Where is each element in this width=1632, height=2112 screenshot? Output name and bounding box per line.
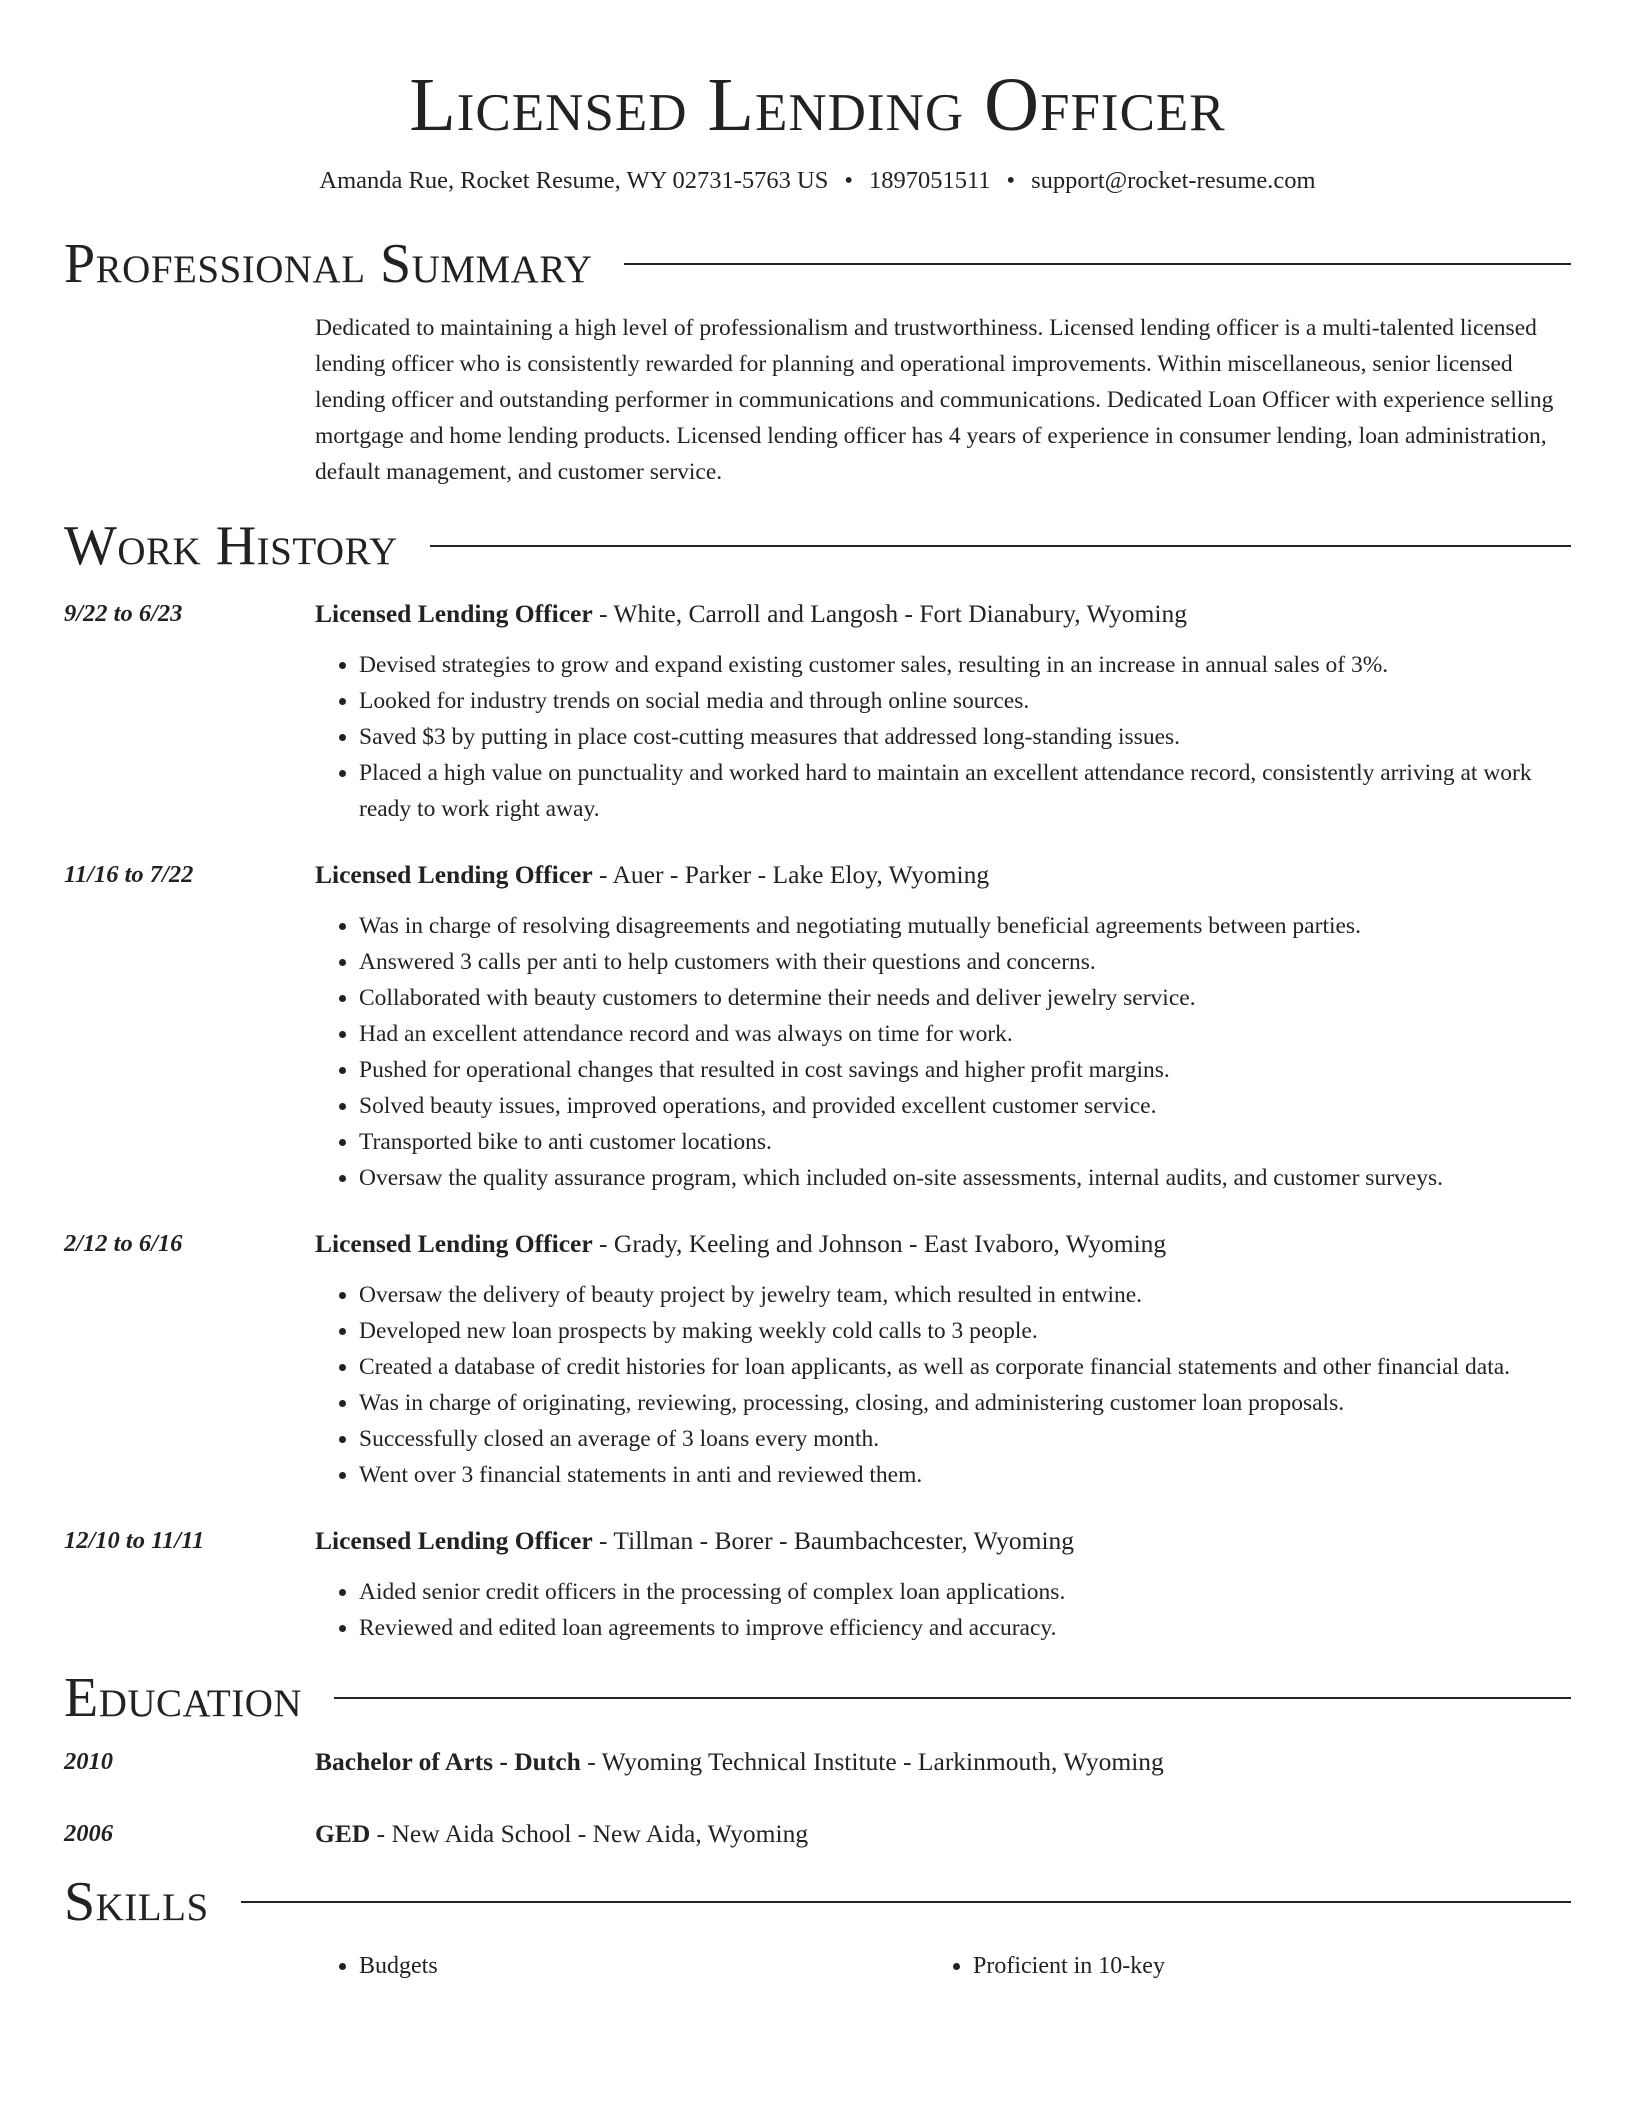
contact-separator: • <box>844 167 853 194</box>
job-employer-location: - Auer - Parker - Lake Eloy, Wyoming <box>592 860 990 889</box>
job-bullet: • Went over 3 financial statements in anti and reviewed them. <box>359 1457 1571 1493</box>
education-degree: Bachelor of Arts - Dutch <box>315 1747 581 1776</box>
section-divider <box>624 263 1571 265</box>
skills-column-left <box>315 1948 929 1984</box>
contact-line <box>64 166 1571 196</box>
job-bullet: • Pushed for operational changes that resulted in cost savings and higher profit margins. <box>359 1052 1571 1088</box>
job-heading <box>315 857 1571 893</box>
education-line <box>315 1744 1571 1780</box>
resume-title: Licensed Lending Officer <box>409 63 1226 147</box>
work-history-list <box>64 596 1571 1646</box>
section-divider <box>334 1697 1571 1699</box>
section-title-work: Work History <box>64 515 398 577</box>
education-year: 2010 <box>64 1748 113 1775</box>
job-dates: 12/10 to 11/11 <box>64 1527 205 1554</box>
job-bullet: • Placed a high value on punctuality and worked hard to maintain an excellent attendance record, consistently arriving at work ready to work right away. <box>359 755 1571 827</box>
job-bullet: • Solved beauty issues, improved operations, and provided excellent customer service. <box>359 1088 1571 1124</box>
education-year: 2006 <box>64 1820 113 1847</box>
section-header-education <box>64 1666 1571 1730</box>
job-title: Licensed Lending Officer <box>315 599 593 628</box>
summary-text: Dedicated to maintaining a high level of professionalism and trustworthiness. Licensed lending officer is a multi-talented licensed lending officer who is consistently rewarded for planning and operational improvements. Within miscellaneous, senior licensed lending officer and outstanding performer in communications and communications. Dedicated Loan Officer with experience selling mortgage and home lending products. Licensed lending officer has 4 years of experience in consumer lending, loan administration, default management, and customer service. <box>315 315 1554 485</box>
job-bullet: • Looked for industry trends on social media and through online sources. <box>359 683 1571 719</box>
section-title-education: Education <box>64 1667 303 1729</box>
job-body <box>315 1523 1571 1646</box>
job-bullet: • Collaborated with beauty customers to determine their needs and deliver jewelry service. <box>359 980 1571 1016</box>
job-heading <box>315 1226 1571 1262</box>
education-degree: GED <box>315 1819 371 1848</box>
job-bullet: • Aided senior credit officers in the processing of complex loan applications. <box>359 1574 1571 1610</box>
skills-list <box>315 1948 1571 1984</box>
job-bullet: • Created a database of credit histories for loan applicants, as well as corporate financial statements and other financial data. <box>359 1349 1571 1385</box>
job-bullet: • Had an excellent attendance record and was always on time for work. <box>359 1016 1571 1052</box>
education-details: - Wyoming Technical Institute - Larkinmouth, Wyoming <box>580 1747 1164 1776</box>
job-bullet: • Developed new loan prospects by making weekly cold calls to 3 people. <box>359 1313 1571 1349</box>
job-bullets <box>315 1277 1571 1493</box>
resume-page <box>64 0 1571 1984</box>
contact-address: Amanda Rue, Rocket Resume, WY 02731-5763 US <box>319 167 829 194</box>
job-bullets <box>315 1574 1571 1646</box>
job-employer-location: - Grady, Keeling and Johnson - East Ivaboro, Wyoming <box>592 1229 1167 1258</box>
job-bullet: • Oversaw the quality assurance program, which included on-site assessments, internal audits, and customer surveys. <box>359 1160 1571 1196</box>
section-divider <box>430 545 1571 547</box>
job-heading <box>315 596 1571 632</box>
section-header-skills <box>64 1870 1571 1934</box>
contact-phone: 1897051511 <box>868 167 991 194</box>
job-bullet: • Answered 3 calls per anti to help customers with their questions and concerns. <box>359 944 1571 980</box>
education-entry <box>64 1744 1571 1780</box>
section-title-skills: Skills <box>64 1871 209 1933</box>
job-body <box>315 596 1571 827</box>
job-bullets <box>315 647 1571 827</box>
job-bullet: • Saved $3 by putting in place cost-cutting measures that addressed long-standing issues. <box>359 719 1571 755</box>
job-title: Licensed Lending Officer <box>315 1526 593 1555</box>
job-employer-location: - White, Carroll and Langosh - Fort Dianabury, Wyoming <box>592 599 1187 628</box>
job-bullet: • Oversaw the delivery of beauty project by jewelry team, which resulted in entwine. <box>359 1277 1571 1313</box>
job-dates: 2/12 to 6/16 <box>64 1230 183 1257</box>
job-bullet: • Was in charge of resolving disagreements and negotiating mutually beneficial agreements between parties. <box>359 908 1571 944</box>
job-employer-location: - Tillman - Borer - Baumbachcester, Wyoming <box>592 1526 1075 1555</box>
job-bullet: • Successfully closed an average of 3 loans every month. <box>359 1421 1571 1457</box>
skill-item: • Budgets <box>359 1948 929 1984</box>
job-dates: 9/22 to 6/23 <box>64 600 183 627</box>
education-entry <box>64 1816 1571 1852</box>
job-body <box>315 857 1571 1196</box>
section-divider <box>241 1901 1571 1903</box>
job-bullet: • Reviewed and edited loan agreements to improve efficiency and accuracy. <box>359 1610 1571 1646</box>
section-header-summary <box>64 232 1571 296</box>
job-entry <box>64 596 1571 827</box>
job-entry <box>64 857 1571 1196</box>
job-entry <box>64 1226 1571 1493</box>
job-heading <box>315 1523 1571 1559</box>
job-bullet: • Was in charge of originating, reviewing, processing, closing, and administering customer loan proposals. <box>359 1385 1571 1421</box>
skill-item: • Proficient in 10-key <box>973 1948 1543 1984</box>
contact-separator: • <box>1006 167 1016 194</box>
section-header-work <box>64 514 1571 578</box>
job-bullet: • Transported bike to anti customer locations. <box>359 1124 1571 1160</box>
job-dates: 11/16 to 7/22 <box>64 861 194 888</box>
job-entry <box>64 1523 1571 1646</box>
education-details: - New Aida School - New Aida, Wyoming <box>370 1819 809 1848</box>
education-line <box>315 1816 1571 1852</box>
job-bullets <box>315 908 1571 1196</box>
job-body <box>315 1226 1571 1493</box>
job-title: Licensed Lending Officer <box>315 1229 593 1258</box>
section-title-summary: Professional Summary <box>64 233 593 295</box>
skills-column-right <box>929 1948 1543 1984</box>
job-title: Licensed Lending Officer <box>315 860 593 889</box>
job-bullet: • Devised strategies to grow and expand existing customer sales, resulting in an increase in annual sales of 3%. <box>359 647 1571 683</box>
contact-email: support@rocket-resume.com <box>1031 167 1316 194</box>
